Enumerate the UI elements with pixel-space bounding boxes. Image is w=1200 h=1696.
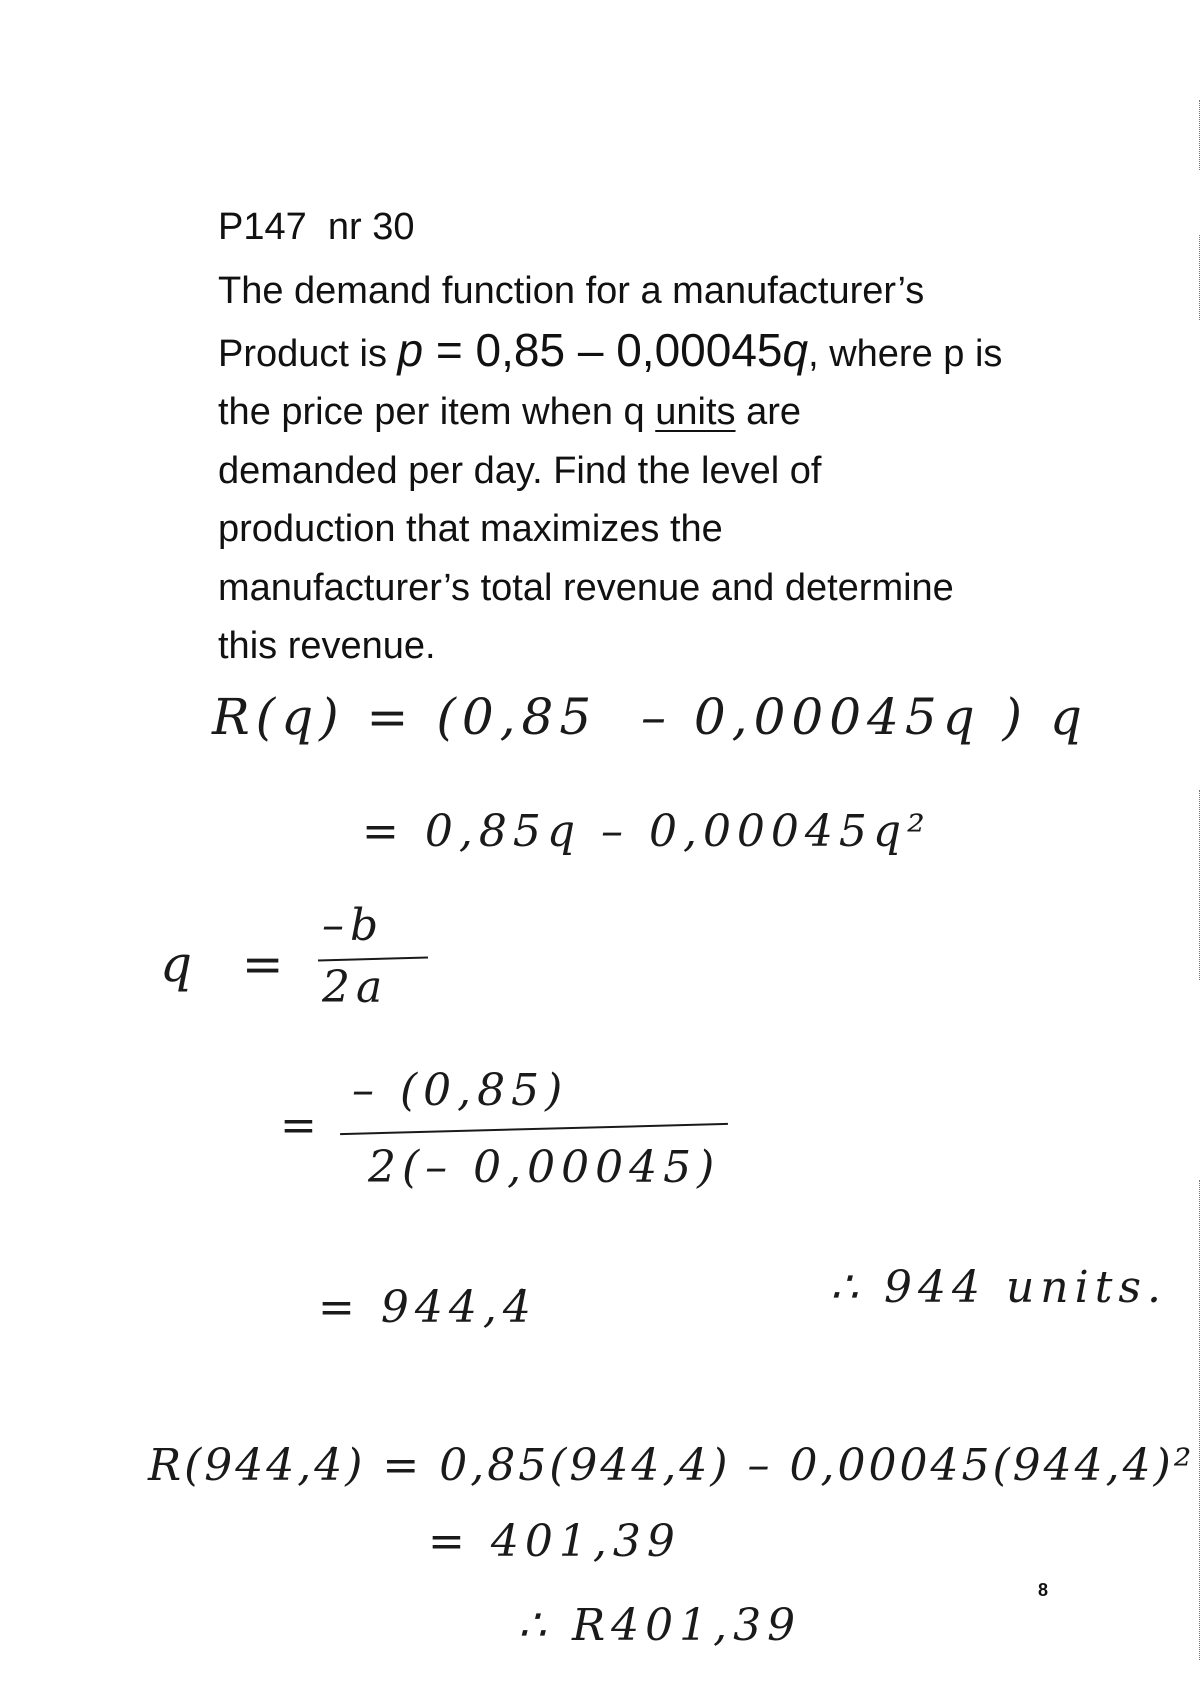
problem-line-3-suffix: are bbox=[735, 391, 801, 433]
formula-rest: = 0,85 – 0,00045 bbox=[423, 323, 783, 376]
problem-line-1: The demand function for a manufacturer’s bbox=[218, 270, 925, 312]
handwritten-revenue-evaluation: R(944,4̇) = 0,85(944,4) – 0,00045(944,4)² bbox=[148, 1440, 1195, 1491]
handwritten-vertex-denominator: 2a bbox=[322, 962, 389, 1013]
handwritten-revenue-expanded: = 0,85q – 0,00045q² bbox=[362, 806, 931, 857]
formula-p: p bbox=[397, 323, 424, 376]
substitution-fraction-bar bbox=[340, 1123, 728, 1135]
problem-line-2-suffix: , where p is bbox=[808, 332, 1003, 375]
problem-line-3-prefix: the price per item when q bbox=[218, 391, 656, 433]
problem-line-2-prefix: Product is bbox=[218, 332, 398, 375]
handwritten-vertex-numerator: –b bbox=[322, 900, 385, 951]
handwritten-substitution-denominator: 2(– 0,00045) bbox=[368, 1142, 721, 1193]
handwritten-vertex-lhs: q = bbox=[160, 935, 290, 993]
handwritten-revenue-value: = 401,39 bbox=[428, 1516, 681, 1567]
handwritten-substitution-numerator: – (0,85) bbox=[352, 1065, 569, 1116]
problem-line-3 bbox=[218, 383, 1078, 442]
handwritten-substitution-equals: = bbox=[280, 1100, 323, 1151]
handwritten-conclusion-units: ∴ 944 units. bbox=[830, 1262, 1167, 1313]
problem-line-6: manufacturer’s total revenue and determine bbox=[218, 566, 954, 609]
problem-heading: P147 nr 30 bbox=[218, 206, 415, 248]
problem-line-5: production that maximizes the bbox=[218, 508, 723, 550]
problem-line-2 bbox=[218, 321, 1078, 384]
problem-statement bbox=[218, 262, 1078, 676]
handwritten-revenue-conclusion: ∴ R401,39 bbox=[518, 1600, 802, 1651]
page-number: 8 bbox=[1038, 1580, 1049, 1600]
handwritten-result-q: = 944,4̇ bbox=[318, 1282, 537, 1333]
demand-formula bbox=[398, 324, 809, 376]
problem-line-4: demanded per day. Find the level of bbox=[218, 449, 822, 492]
formula-q: q bbox=[782, 323, 809, 376]
vertex-fraction-bar bbox=[318, 957, 428, 962]
handwritten-revenue-definition: R(q) = (0,85 – 0,00045q ) q bbox=[212, 688, 1088, 746]
problem-line-7: this revenue. bbox=[218, 625, 436, 667]
underlined-units: units bbox=[655, 391, 736, 433]
